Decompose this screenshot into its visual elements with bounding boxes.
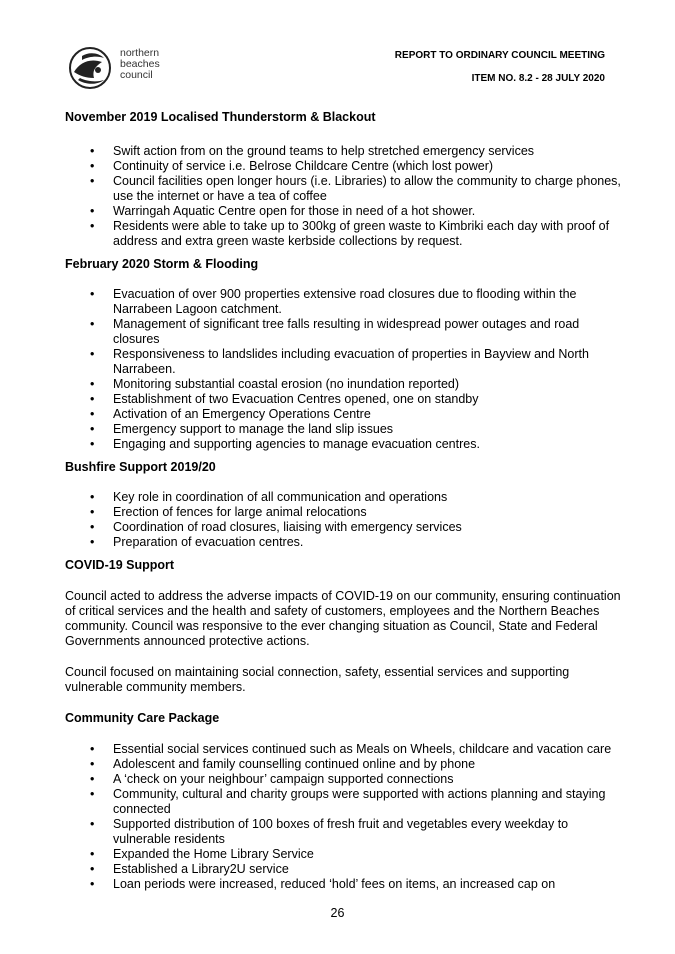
list-item: • Erection of fences for large animal relocations (65, 505, 625, 520)
list-item: • Community, cultural and charity groups were supported with actions planning and staying connected (65, 787, 625, 817)
list-item: • Council facilities open longer hours (i.e. Libraries) to allow the community to charge phones, use the internet or have a tea of coffee (65, 174, 625, 204)
list-item: • Preparation of evacuation centres. (65, 535, 625, 550)
report-title: REPORT TO ORDINARY COUNCIL MEETING (394, 50, 605, 61)
list-item: • Supported distribution of 100 boxes of fresh fruit and vegetables every weekday to vulnerable residents (65, 817, 625, 847)
list-item: • Establishment of two Evacuation Centres opened, one on standby (65, 392, 625, 407)
list-item: • Evacuation of over 900 properties extensive road closures due to flooding within the Narrabeen Lagoon catchment. (65, 287, 625, 317)
logo-line-1: northern (120, 47, 160, 59)
report-header (395, 50, 605, 84)
list-item: • Established a Library2U service (65, 862, 625, 877)
list-item: • Engaging and supporting agencies to manage evacuation centres. (65, 437, 625, 452)
thunderstorm-list (65, 144, 625, 249)
section-heading-bushfire: Bushfire Support 2019/20 (65, 460, 216, 474)
list-item: • Warringah Aquatic Centre open for those in need of a hot shower. (65, 204, 625, 219)
list-item: • Loan periods were increased, reduced ‘hold’ fees on items, an increased cap on (65, 877, 625, 892)
community-care-list (65, 742, 625, 892)
section-heading-thunderstorm: November 2019 Localised Thunderstorm & Blackout (65, 110, 376, 124)
covid-paragraph-2: Council focused on maintaining social connection, safety, essential services and supporting vulnerable community members. (65, 665, 570, 694)
list-item: • Expanded the Home Library Service (65, 847, 625, 862)
list-item: • Residents were able to take up to 300kg of green waste to Kimbriki each day with proof of address and extra green waste kerbside collections by request. (65, 219, 625, 249)
page-number: 26 (330, 906, 345, 920)
bushfire-list (65, 490, 625, 550)
list-item: • Continuity of service i.e. Belrose Childcare Centre (which lost power) (65, 159, 625, 174)
section-heading-community-care: Community Care Package (65, 711, 220, 725)
section-heading-storm-flooding: February 2020 Storm & Flooding (65, 257, 259, 271)
document-body (65, 110, 625, 892)
council-emblem-icon (68, 44, 116, 92)
item-number: ITEM NO. 8.2 - 28 JULY 2020 (471, 73, 605, 84)
list-item: • Activation of an Emergency Operations Centre (65, 407, 625, 422)
section-heading-covid: COVID-19 Support (65, 558, 175, 572)
list-item: • Monitoring substantial coastal erosion (no inundation reported) (65, 377, 625, 392)
logo-line-2: beaches (120, 58, 160, 70)
list-item: • Management of significant tree falls resulting in widespread power outages and road closures (65, 317, 625, 347)
covid-paragraph-1: Council acted to address the adverse impacts of COVID-19 on our community, ensuring continuation of critical services and the health and safety of customers, employees and the Northern Beaches community. Council was responsive to the ever changing situation as Council, State and Federal Governments announced protective actions. (65, 589, 621, 648)
list-item: • Coordination of road closures, liaising with emergency services (65, 520, 625, 535)
list-item: • Essential social services continued such as Meals on Wheels, childcare and vacation care (65, 742, 625, 757)
list-item: • Adolescent and family counselling continued online and by phone (65, 757, 625, 772)
logo-line-3: council (120, 69, 153, 81)
council-logo (68, 44, 188, 92)
list-item: • Key role in coordination of all communication and operations (65, 490, 625, 505)
list-item: • Responsiveness to landslides including evacuation of properties in Bayview and North Narrabeen. (65, 347, 625, 377)
list-item: • Swift action from on the ground teams to help stretched emergency services (65, 144, 625, 159)
storm-flooding-list (65, 287, 625, 452)
list-item: • A ‘check on your neighbour’ campaign supported connections (65, 772, 625, 787)
list-item: • Emergency support to manage the land slip issues (65, 422, 625, 437)
